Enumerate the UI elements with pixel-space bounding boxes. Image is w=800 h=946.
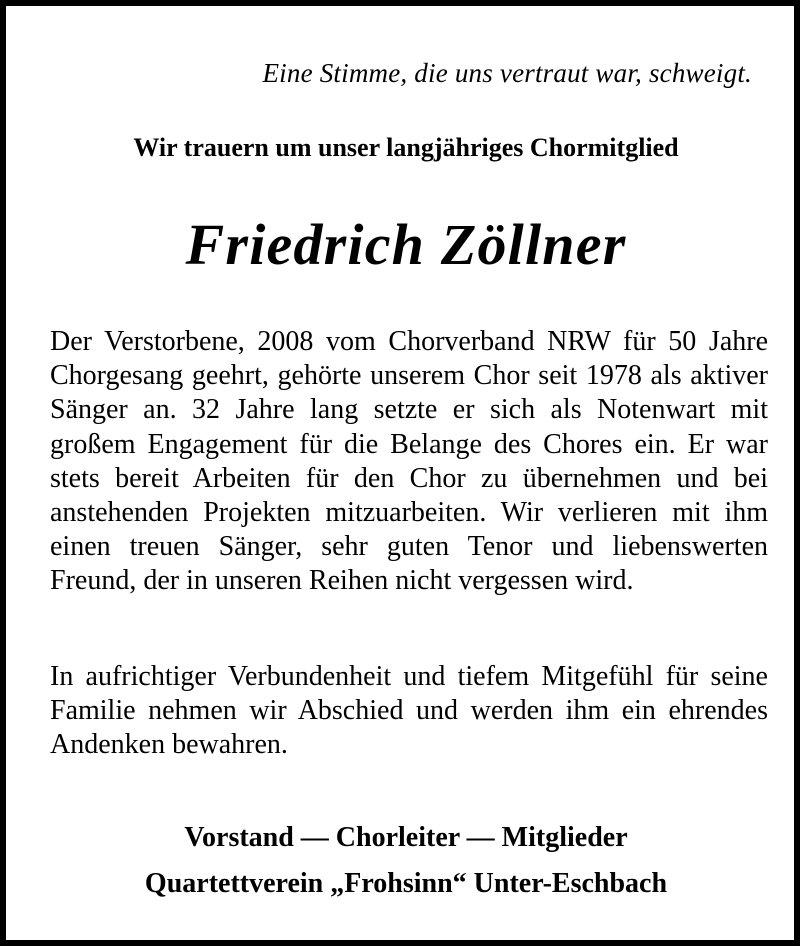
signature-roles: Vorstand — Chorleiter — Mitglieder <box>184 822 628 853</box>
condolence-paragraph: In aufrichtiger Verbundenheit und tiefem Mitgefühl für seine Familie nehmen wir Abschied und werden ihm ein ehrendes Andenken bewahren. <box>50 661 768 761</box>
tribute-paragraph: Der Verstorbene, 2008 vom Chorverband NRW für 50 Jahre Chorgesang geehrt, gehörte unserem Chor seit 1978 als aktiver Sänger an. 32 Jahre lang setzte er sich als Notenwart mit großem Engagement für die Belange des Chores ein. Er war stets bereit Arbeiten für den Chor zu übernehmen und bei anstehenden Projekten mitzuarbeiten. Wir verlieren mit ihm einen treuen Sänger, sehr guten Tenor und liebenswerten Freund, der in unseren Reihen nicht vergessen wird. <box>50 326 768 597</box>
deceased-name: Friedrich Zöllner <box>185 212 627 277</box>
intro-line: Wir trauern um unser langjähriges Chormitglied <box>133 133 679 162</box>
motto-quote: Eine Stimme, die uns vertraut war, schweigt. <box>262 58 752 88</box>
signature-organization: Quartettverein „Frohsinn“ Unter-Eschbach <box>144 868 668 899</box>
